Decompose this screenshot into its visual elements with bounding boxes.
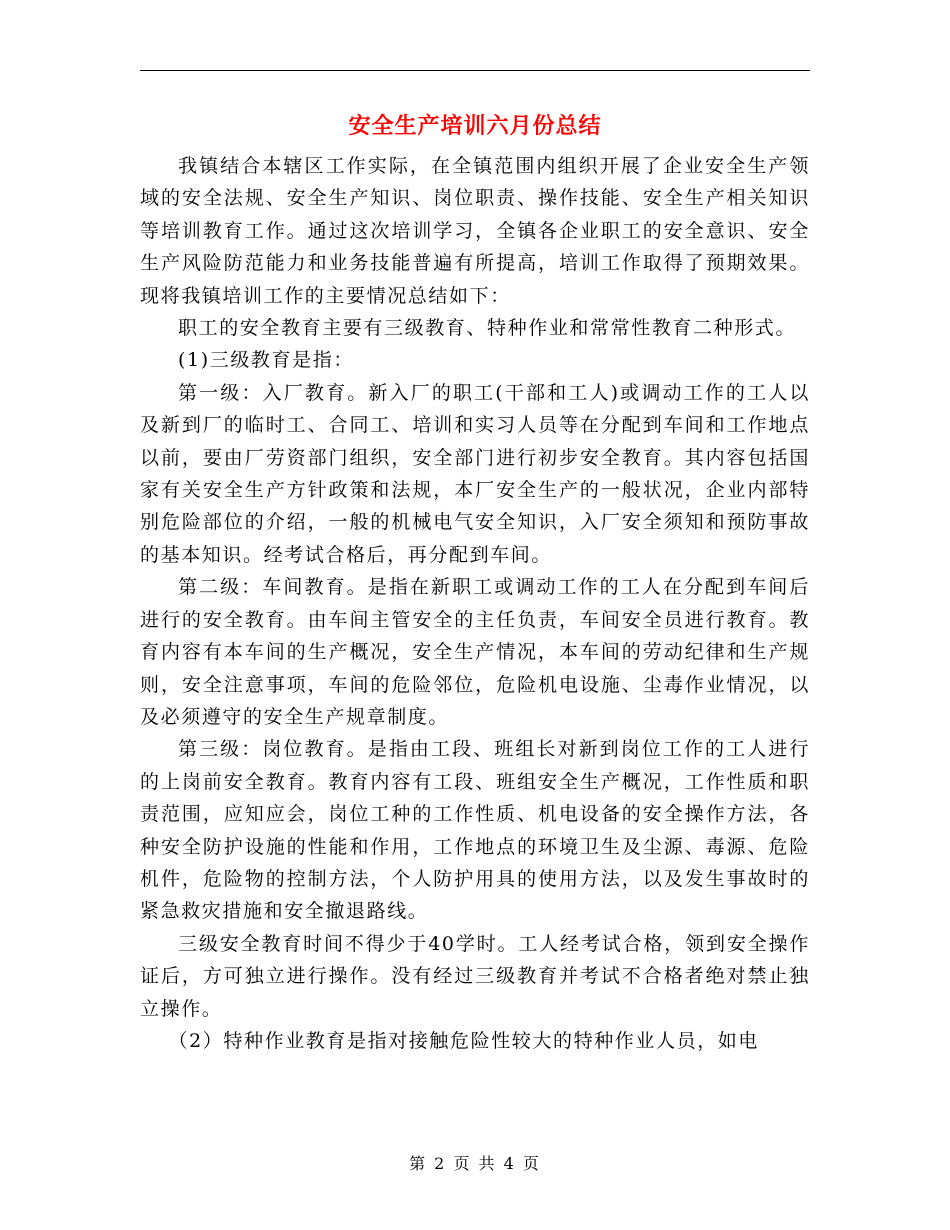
header-rule [140,70,810,71]
document-body [140,150,810,1057]
footer-current-page: 2 [434,1154,447,1173]
paragraph-level-three: 第三级：岗位教育。是指由工段、班组长对新到岗位工作的工人进行的上岗前安全教育。教育内容有工段、班组安全生产概况，工作性质和职责范围，应知应会，岗位工种的工作性质、机电设备的安全操作方法，各种安全防护设施的性能和作用，工作地点的环境卫生及尘源、毒源、危险机件，危险物的控制方法，个人防护用具的使用方法，以及发生事故时的紧急救灾措施和安全撤退路线。 [140,738,810,923]
paragraph-level-one: 第一级：入厂教育。新入厂的职工(干部和工人)或调动工作的工人以及新到厂的临时工、合同工、培训和实习人员等在分配到车间和工作地点以前，要由厂劳资部门组织，安全部门进行初步安全教育。其内容包括国家有关安全生产方针政策和法规，本厂安全生产的一般状况，企业内部特别危险部位的介绍，一般的机械电气安全知识，入厂安全须知和预防事故的基本知识。经考试合格后，再分配到车间。 [140,381,810,566]
paragraph-three-level-heading: (1)三级教育是指： [178,349,354,372]
document-title: 安全生产培训六月份总结 [348,113,602,139]
paragraph-level-two: 第二级：车间教育。是指在新职工或调动工作的工人在分配到车间后进行的安全教育。由车间主管安全的主任负责，车间安全员进行教育。教育内容有本车间的生产概况，安全生产情况，本车间的劳动纪律和生产规则，安全注意事项，车间的危险邻位，危险机电设施、尘毒作业情况，以及必须遵守的安全生产规章制度。 [140,576,810,728]
paragraph-forms: 职工的安全教育主要有三级教育、特种作业和常常性教育二种形式。 [178,317,797,340]
paragraph-special-work: （2）特种作业教育是指对接触危险性较大的特种作业人员，如电 [168,1029,759,1052]
page-footer [140,1152,810,1176]
footer-middle: 页 共 [453,1154,497,1173]
footer-total-pages: 4 [503,1154,516,1173]
paragraph-intro: 我镇结合本辖区工作实际，在全镇范围内组织开展了企业安全生产领域的安全法规、安全生产知识、岗位职责、操作技能、安全生产相关知识等培训教育工作。通过这次培训学习，全镇各企业职工的安全意识、安全生产风险防范能力和业务技能普遍有所提高，培训工作取得了预期效果。现将我镇培训工作的主要情况总结如下： [140,155,810,307]
footer-suffix: 页 [522,1154,541,1173]
footer-prefix: 第 [409,1154,428,1173]
paragraph-hours: 三级安全教育时间不得少于40学时。工人经考试合格，领到安全操作证后，方可独立进行操作。没有经过三级教育并考试不合格者绝对禁止独立操作。 [140,932,810,1020]
